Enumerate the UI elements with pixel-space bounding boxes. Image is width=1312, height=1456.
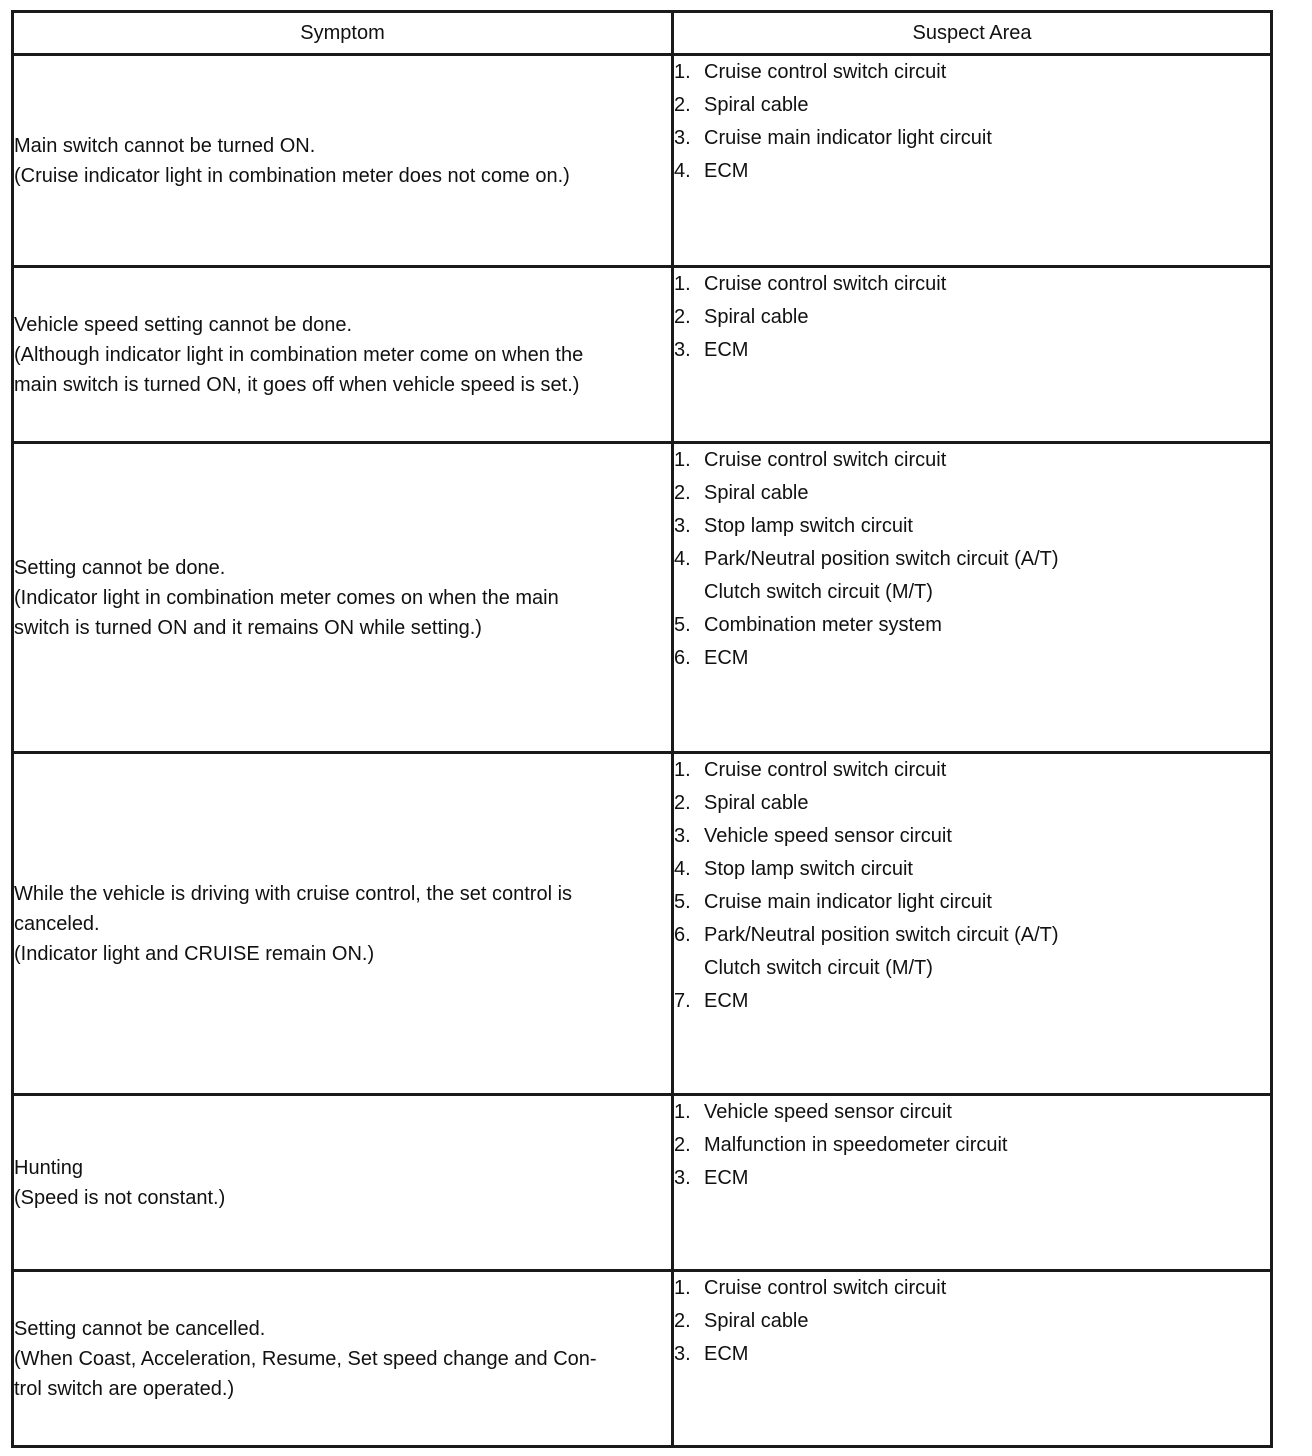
symptom-text-line: canceled. — [14, 912, 100, 935]
symptom-cell — [13, 267, 673, 443]
suspect-item — [674, 1129, 1270, 1162]
symptom-text-line: (Speed is not constant.) — [14, 1186, 226, 1209]
suspect-item — [674, 820, 1270, 853]
suspect-item-line: Cruise main indicator light circuit — [704, 127, 992, 149]
suspect-item — [674, 477, 1270, 510]
suspect-item-text — [704, 1162, 748, 1195]
suspect-item-text — [704, 1305, 809, 1338]
symptom-table — [11, 10, 1273, 1448]
suspect-item-line: Stop lamp switch circuit — [704, 858, 913, 880]
suspect-item-number: 3. — [674, 515, 691, 537]
suspect-item-number: 2. — [674, 1310, 691, 1332]
suspect-item-text — [704, 787, 809, 820]
suspect-item — [674, 642, 1270, 675]
suspect-item-line: Spiral cable — [704, 306, 809, 328]
symptom-text-line: Main switch cannot be turned ON. — [14, 134, 316, 157]
suspect-item — [674, 301, 1270, 334]
suspect-item-number: 3. — [674, 339, 691, 361]
suspect-item-line: Spiral cable — [704, 1310, 809, 1332]
symptom-cell — [13, 1095, 673, 1271]
suspect-item-number: 2. — [674, 94, 691, 116]
symptom-text-line: (When Coast, Acceleration, Resume, Set speed change and Con- — [14, 1347, 597, 1370]
suspect-item-line: Park/Neutral position switch circuit (A/T) — [704, 548, 1059, 570]
table-row — [13, 267, 1272, 443]
suspect-item-text — [704, 1272, 946, 1305]
suspect-item-line: Clutch switch circuit (M/T) — [704, 581, 933, 603]
suspect-item-text — [704, 1129, 1007, 1162]
suspect-item-text — [704, 268, 946, 301]
suspect-item-text — [704, 1338, 748, 1371]
suspect-item — [674, 268, 1270, 301]
suspect-list — [674, 268, 1270, 367]
suspect-item — [674, 919, 1270, 985]
suspect-item-line: ECM — [704, 1167, 749, 1189]
suspect-item-number: 1. — [674, 1101, 691, 1123]
suspect-item — [674, 1272, 1270, 1305]
suspect-item-number: 2. — [674, 306, 691, 328]
table-row — [13, 753, 1272, 1095]
suspect-list — [674, 444, 1270, 675]
suspect-item-number: 1. — [674, 1277, 691, 1299]
suspect-area-header: Suspect Area — [673, 12, 1272, 55]
table-row — [13, 443, 1272, 753]
suspect-item-text — [704, 985, 748, 1018]
suspect-item-number: 3. — [674, 127, 691, 149]
suspect-item-text — [704, 886, 992, 919]
suspect-item-text — [704, 754, 946, 787]
suspect-item-number: 2. — [674, 482, 691, 504]
suspect-item — [674, 1338, 1270, 1371]
suspect-item — [674, 609, 1270, 642]
suspect-item — [674, 1162, 1270, 1195]
suspect-item-text — [704, 1096, 952, 1129]
suspect-item-line: Cruise control switch circuit — [704, 1277, 947, 1299]
symptom-text-line: (Cruise indicator light in combination meter does not come on.) — [14, 164, 570, 187]
suspect-item-line: Combination meter system — [704, 614, 942, 636]
symptom-cell — [13, 443, 673, 753]
suspect-item-text — [704, 609, 942, 642]
suspect-item — [674, 787, 1270, 820]
suspect-item-text — [704, 122, 992, 155]
suspect-item-text — [704, 543, 1059, 609]
suspect-item — [674, 754, 1270, 787]
symptom-cell — [13, 1271, 673, 1447]
suspect-item-line: Cruise control switch circuit — [704, 273, 947, 295]
suspect-item-text — [704, 155, 748, 188]
suspect-area-cell — [673, 1271, 1272, 1447]
suspect-item-text — [704, 642, 748, 675]
suspect-item-number: 1. — [674, 273, 691, 295]
suspect-item — [674, 1305, 1270, 1338]
table-header-row — [13, 12, 1272, 55]
suspect-item-line: Vehicle speed sensor circuit — [704, 825, 952, 847]
suspect-item-line: Malfunction in speedometer circuit — [704, 1134, 1008, 1156]
suspect-list — [674, 56, 1270, 188]
suspect-item-number: 3. — [674, 1167, 691, 1189]
suspect-item-number: 1. — [674, 449, 691, 471]
suspect-item-number: 6. — [674, 647, 691, 669]
suspect-item-number: 1. — [674, 61, 691, 83]
suspect-item-text — [704, 510, 913, 543]
suspect-item-number: 4. — [674, 160, 691, 182]
suspect-item-number: 5. — [674, 891, 691, 913]
suspect-item-line: ECM — [704, 160, 749, 182]
suspect-item-text — [704, 919, 1059, 985]
suspect-item-text — [704, 820, 952, 853]
suspect-item-number: 5. — [674, 614, 691, 636]
suspect-item-line: Clutch switch circuit (M/T) — [704, 957, 933, 979]
suspect-list — [674, 754, 1270, 1018]
suspect-item-text — [704, 89, 809, 122]
symptom-header: Symptom — [13, 12, 673, 55]
suspect-item — [674, 334, 1270, 367]
suspect-item — [674, 1096, 1270, 1129]
suspect-item-number: 7. — [674, 990, 691, 1012]
symptom-text-line: Vehicle speed setting cannot be done. — [14, 313, 353, 336]
suspect-item-line: Stop lamp switch circuit — [704, 515, 913, 537]
suspect-item-line: Spiral cable — [704, 482, 809, 504]
suspect-item-number: 4. — [674, 858, 691, 880]
suspect-area-cell — [673, 753, 1272, 1095]
symptom-text-line: Hunting — [14, 1156, 83, 1179]
suspect-item-line: Spiral cable — [704, 792, 809, 814]
suspect-item — [674, 853, 1270, 886]
suspect-item-text — [704, 477, 809, 510]
suspect-item-number: 2. — [674, 1134, 691, 1156]
suspect-item-text — [704, 853, 913, 886]
suspect-item-number: 3. — [674, 825, 691, 847]
symptom-text-line: switch is turned ON and it remains ON while setting.) — [14, 616, 482, 639]
suspect-area-cell — [673, 55, 1272, 267]
symptom-text-line: While the vehicle is driving with cruise control, the set control is — [14, 882, 573, 905]
symptom-text-line: (Although indicator light in combination meter come on when the — [14, 343, 584, 366]
suspect-item-line: Cruise main indicator light circuit — [704, 891, 992, 913]
table-row — [13, 1271, 1272, 1447]
symptom-text-line: (Indicator light in combination meter comes on when the main — [14, 586, 559, 609]
symptom-text-line: Setting cannot be done. — [14, 556, 226, 579]
symptom-cell — [13, 55, 673, 267]
symptom-text-line: main switch is turned ON, it goes off when vehicle speed is set.) — [14, 373, 580, 396]
symptom-text-line: (Indicator light and CRUISE remain ON.) — [14, 942, 375, 965]
symptom-cell — [13, 753, 673, 1095]
suspect-item-number: 6. — [674, 924, 691, 946]
suspect-item — [674, 510, 1270, 543]
suspect-item-number: 1. — [674, 759, 691, 781]
suspect-area-cell — [673, 1095, 1272, 1271]
symptom-text-line: trol switch are operated.) — [14, 1377, 235, 1400]
suspect-item-line: ECM — [704, 990, 749, 1012]
suspect-item — [674, 155, 1270, 188]
suspect-item-line: ECM — [704, 1343, 749, 1365]
table-row — [13, 1095, 1272, 1271]
suspect-item-line: Spiral cable — [704, 94, 809, 116]
suspect-item — [674, 122, 1270, 155]
suspect-item-line: Cruise control switch circuit — [704, 61, 947, 83]
suspect-item-line: Vehicle speed sensor circuit — [704, 1101, 952, 1123]
symptom-text-line: Setting cannot be cancelled. — [14, 1317, 266, 1340]
suspect-item — [674, 89, 1270, 122]
suspect-area-cell — [673, 443, 1272, 753]
suspect-item-number: 4. — [674, 548, 691, 570]
suspect-item — [674, 886, 1270, 919]
suspect-item-line: Cruise control switch circuit — [704, 759, 947, 781]
suspect-item — [674, 56, 1270, 89]
suspect-item-line: Cruise control switch circuit — [704, 449, 947, 471]
suspect-item-line: ECM — [704, 339, 749, 361]
suspect-list — [674, 1272, 1270, 1371]
table-row — [13, 55, 1272, 267]
suspect-item — [674, 543, 1270, 609]
suspect-item-text — [704, 334, 748, 367]
suspect-item-line: Park/Neutral position switch circuit (A/T) — [704, 924, 1059, 946]
suspect-item — [674, 444, 1270, 477]
suspect-item-text — [704, 444, 946, 477]
suspect-item-number: 2. — [674, 792, 691, 814]
suspect-item-text — [704, 301, 809, 334]
suspect-item — [674, 985, 1270, 1018]
suspect-item-text — [704, 56, 946, 89]
suspect-list — [674, 1096, 1270, 1195]
suspect-item-line: ECM — [704, 647, 749, 669]
suspect-item-number: 3. — [674, 1343, 691, 1365]
suspect-area-cell — [673, 267, 1272, 443]
